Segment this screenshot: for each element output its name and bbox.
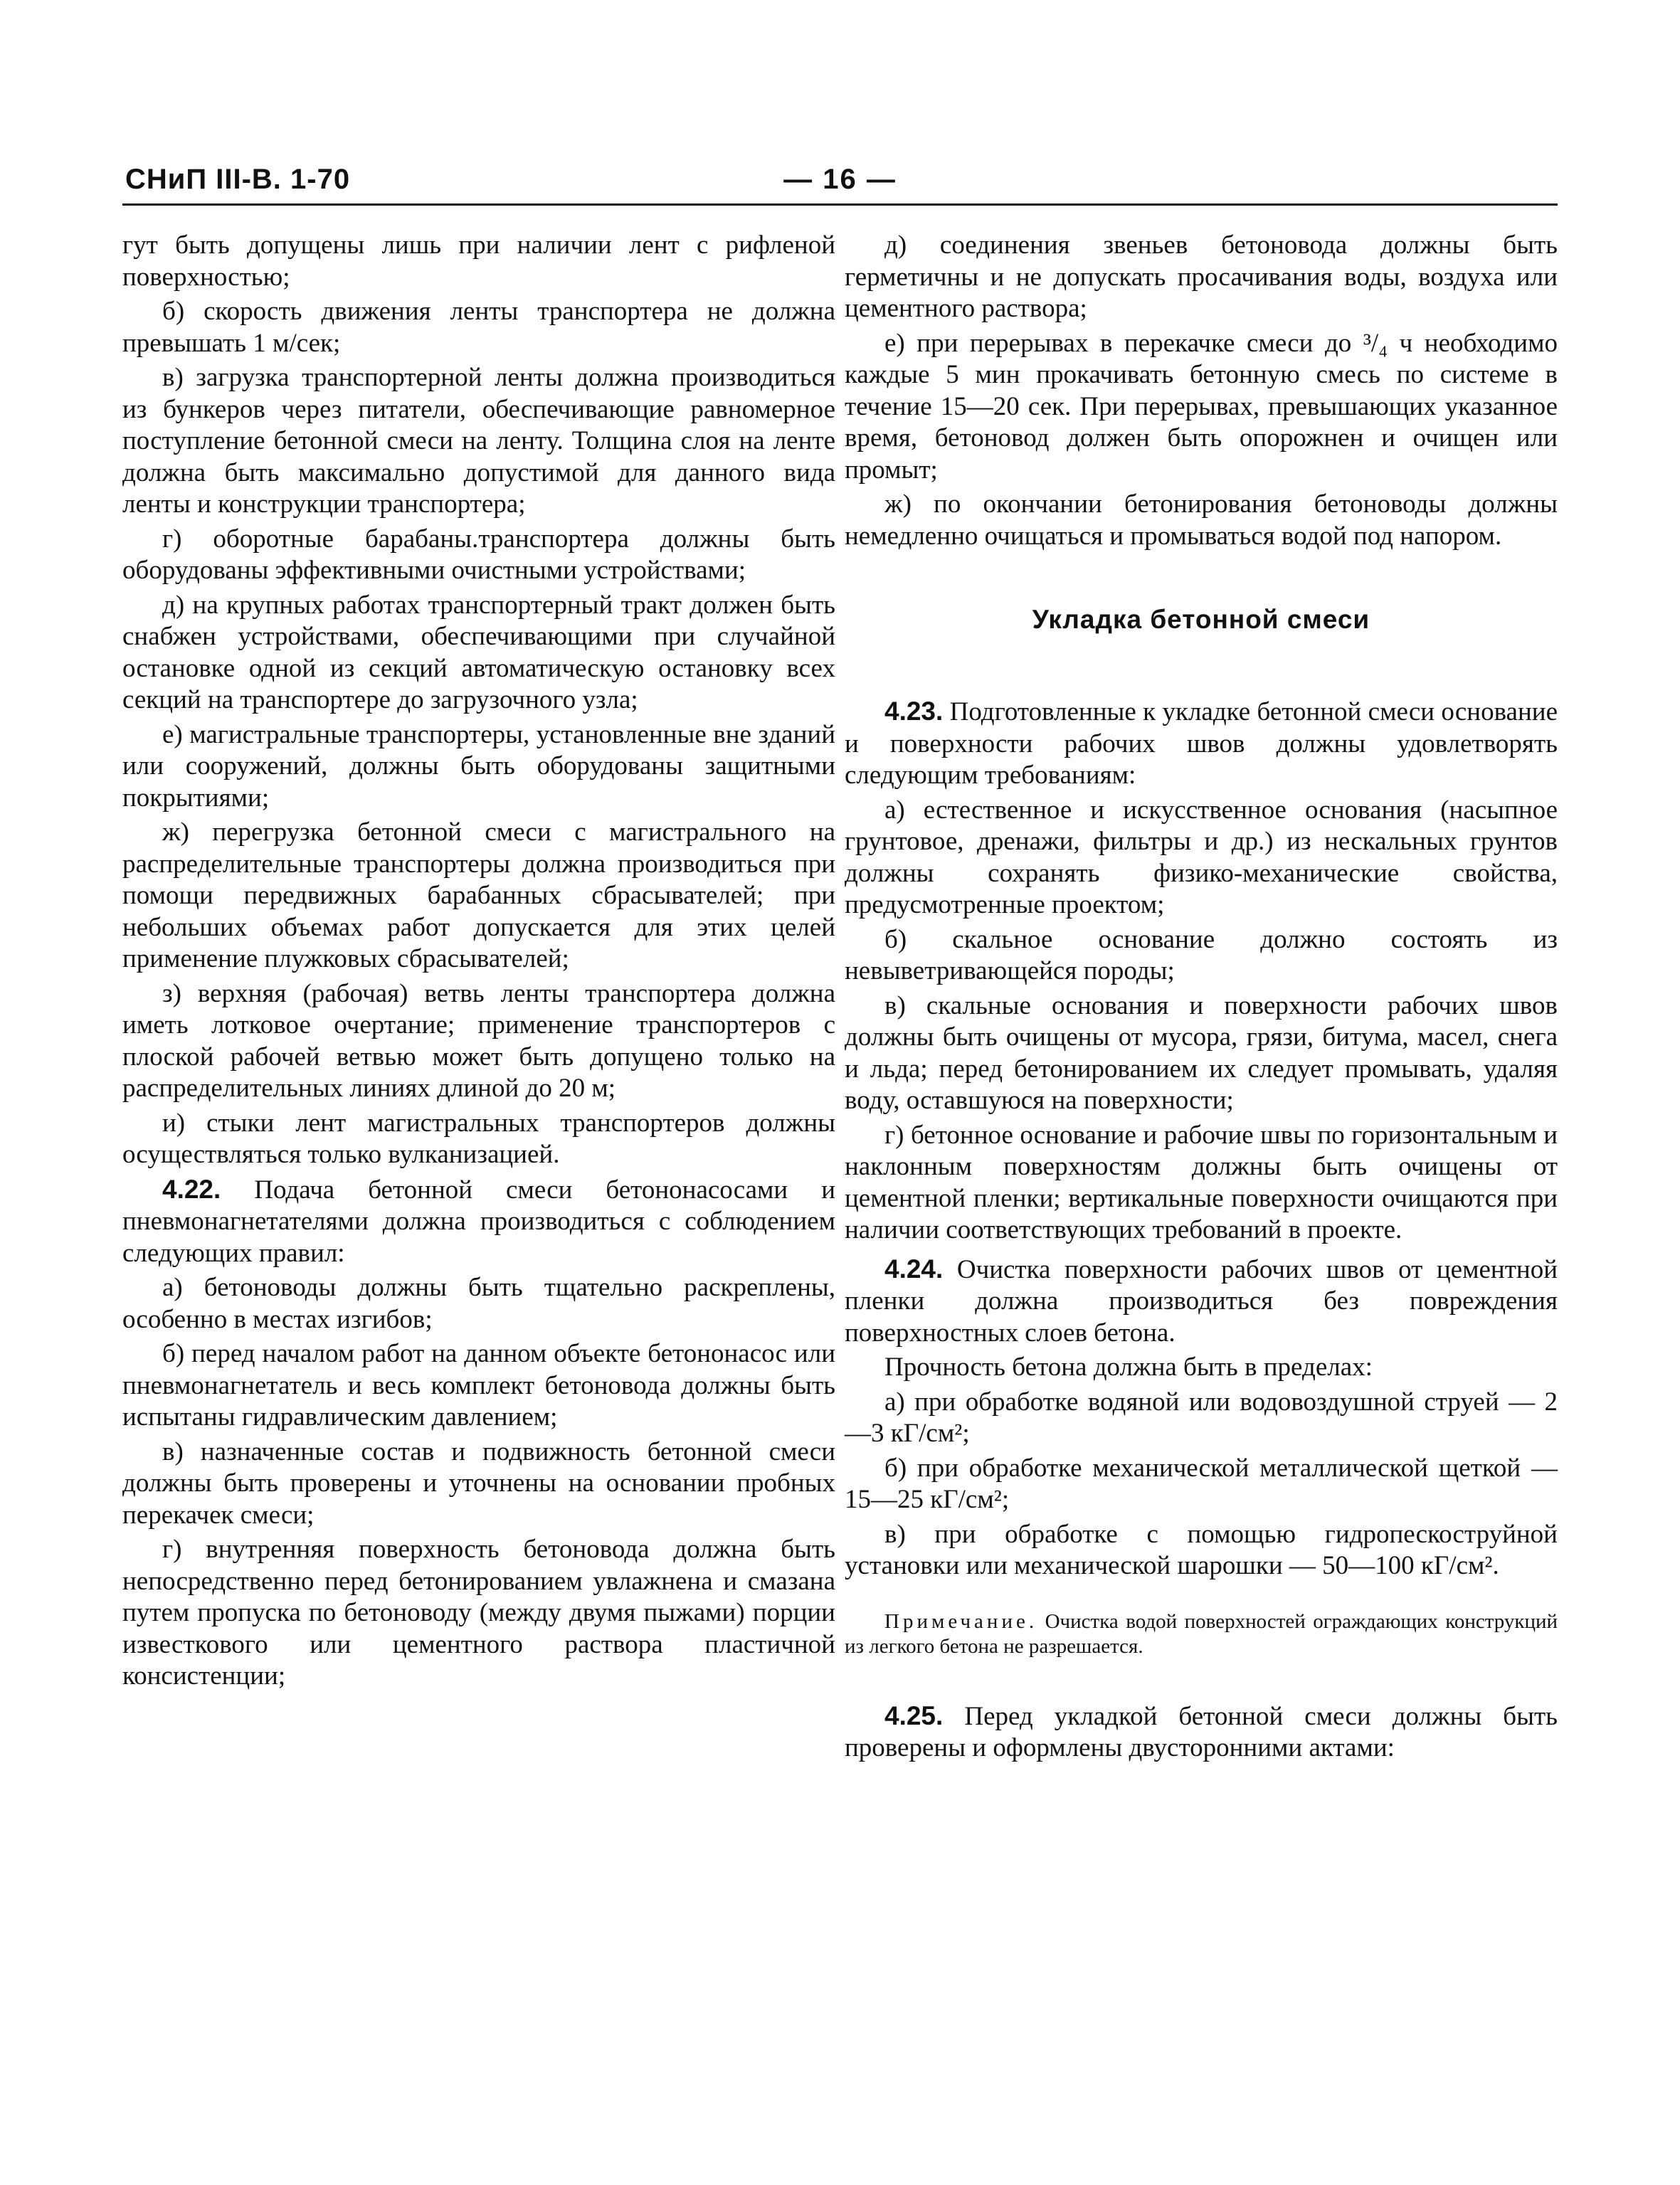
list-item: а) естественное и искусственное основания (насыпное грунтовое, дренажи, фильтры и др.) из нескальных грунтов должны сохранять физико-механические свойства, предусмотренные проектом; [845,795,1558,919]
list-item: в) назначенные состав и подвижность бетонной смеси должны быть проверены и уточнены на основании пробных перекачек смеси; [122,1437,835,1530]
clause-text: Перед укладкой бетонной смеси должны быть проверены и оформлены двусторонними актами: [845,1701,1558,1762]
right-column [845,230,1558,1767]
note [845,1609,1558,1659]
text-columns [122,230,1558,1767]
page-number: — 16 — [783,164,897,195]
list-item: ж) перегрузка бетонной смеси с магистрального на распределительные транспортеры должна производиться при помощи передвижных барабанных сбрасывателей; при небольших объемах работ допускается для этих целей применение плужковых сбрасывателей; [122,818,835,973]
clause-4-22 [122,1174,835,1270]
note-label: Примечание. [884,1609,1038,1633]
list-item: б) скорость движения ленты транспортера не должна превышать 1 м/сек; [122,297,835,358]
list-item: и) стыки лент магистральных транспортеров должны осуществляться только вулканизацией. [122,1108,835,1169]
list-item: г) оборотные барабаны.транспортера должны быть оборудованы эффективными очистными устройствами; [122,524,835,585]
list-item: в) загрузка транспортерной ленты должна производиться из бункеров через питатели, обеспечивающие равномерное поступление бетонной смеси на ленту. Толщина слоя на ленте должна быть максимально допустимой для данного вида ленты и конструкции транспортера; [122,363,835,519]
list-item: г) внутренняя поверхность бетоновода должна быть непосредственно перед бетонированием увлажнена и смазана путем пропуска по бетоноводу (между двумя пыжами) порции известкового или цементного раствора пластичной консистенции; [122,1535,835,1691]
paragraph: Прочность бетона должна быть в пределах: [884,1353,1373,1382]
list-item: е) при перерывах в перекачке смеси до ³/₄ ч необходимо каждые 5 мин прокачивать бетонную смесь по системе в течение 15—20 сек. При перерывах, превышающих указанное время, бетоновод должен быть опорожнен и очищен или промыт; [845,328,1558,485]
list-item: б) при обработке механической металлической щеткой — 15—25 кГ/см²; [845,1453,1558,1514]
list-item: г) бетонное основание и рабочие швы по горизонтальным и наклонным поверхностям должны быть очищены от цементной пленки; вертикальные поверхности очищаются при наличии соответствующих требований в проекте. [845,1120,1558,1244]
page-header [122,164,1558,206]
list-item: б) перед началом работ на данном объекте бетононасос или пневмонагнетатель и весь комплект бетоновода должны быть испытаны гидравлическим давлением; [122,1339,835,1432]
clause-4-23 [845,696,1558,792]
clause-number: 4.23. [884,697,944,726]
list-item: а) бетоноводы должны быть тщательно раскреплены, особенно в местах изгибов; [122,1273,835,1334]
list-item: ж) по окончании бетонирования бетоноводы должны немедленно очищаться и промываться водой под напором. [845,490,1558,551]
list-item: д) на крупных работах транспортерный тракт должен быть снабжен устройствами, обеспечивающими при случайной остановке одной из секций автоматическую остановку всех секций на транспортере до загрузочного узла; [122,590,835,714]
clause-number: 4.24. [884,1254,944,1284]
left-column [122,230,835,1767]
clause-number: 4.22. [162,1174,221,1204]
clause-text: Очистка поверхности рабочих швов от цементной пленки должна производиться без повреждения поверхностных слоев бетона. [845,1254,1558,1348]
list-item: в) скальные основания и поверхности рабочих швов должны быть очищены от мусора, грязи, битума, масел, снега и льда; перед бетонированием их следует промывать, удаляя воду, оставшуюся на поверхности; [845,990,1558,1115]
clause-text: Подача бетонной смеси бетононасосами и пневмонагнетателями должна производиться с соблюдением следующих правил: [122,1175,836,1268]
list-item: а) при обработке водяной или водовоздушной струей — 2—3 кГ/см²; [845,1387,1558,1448]
list-item: в) при обработке с помощью гидропескоструйной установки или механической шарошки — 50—100 кГ/см². [845,1519,1558,1580]
list-item: д) соединения звеньев бетоновода должны быть герметичны и не допускать просачивания воды, воздуха или цементного раствора; [845,231,1558,323]
clause-text: Подготовленные к укладке бетонной смеси основание и поверхности рабочих швов должны удовлетворять следующим требованиям: [845,697,1558,790]
note-text: Очистка водой поверхностей ограждающих конструкций из легкого бетона не разрешается. [845,1609,1558,1658]
document-code: СНиП III-В. 1-70 [125,164,351,195]
paragraph: гут быть допущены лишь при наличии лент с рифленой поверхностью; [122,231,835,292]
section-heading: Укладка бетонной смеси [1032,605,1370,634]
clause-4-24 [845,1254,1558,1350]
clause-number: 4.25. [884,1700,944,1730]
list-item: б) скальное основание должно состоять из невыветривающейся породы; [845,924,1558,985]
list-item: з) верхняя (рабочая) ветвь ленты транспортера должна иметь лотковое очертание; применение транспортеров с плоской рабочей ветвью может быть допущено только на распределительных линиях длиной до 20 м; [122,978,835,1103]
clause-4-25 [845,1700,1558,1765]
list-item: е) магистральные транспортеры, установленные вне зданий или сооружений, должны быть оборудованы защитными покрытиями; [122,719,835,813]
